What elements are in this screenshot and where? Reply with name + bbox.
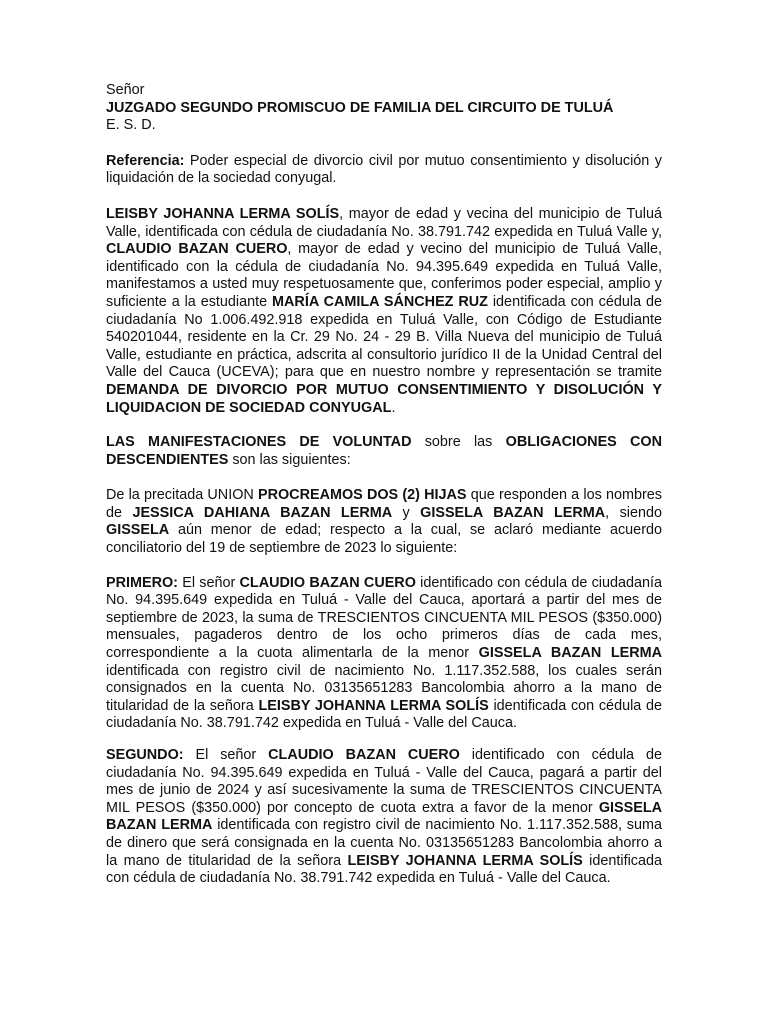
court-name <box>106 100 662 118</box>
spacer <box>106 733 662 747</box>
grantor-name-1: LEISBY JOHANNA LERMA SOLÍS <box>106 205 340 222</box>
second-clause-tail: identificada con cédula de ciudadanía No. 38.791.742 expedida en Tuluá - Valle del Cauca. <box>106 852 662 887</box>
spacer <box>106 135 662 153</box>
children-count: PROCREAMOS DOS (2) HIJAS <box>258 487 467 504</box>
first-clause-account: identificada con registro civil de nacimiento No. 1.117.352.588, los cuales serán consignados en la cuenta No. 03135651283 Bancolombia ahorro a la mano de titularidad de la señora <box>106 662 662 714</box>
court-name-text: JUZGADO SEGUNDO PROMISCUO DE FAMILIA DEL CIRCUITO DE TULUÁ <box>106 99 614 116</box>
salutation: Señor <box>106 82 145 98</box>
attorney-name: MARÍA CAMILA SÁNCHEZ RUZ <box>272 293 488 310</box>
second-clause-intro: El señor <box>183 747 269 763</box>
children-connector: que responden a los nombres de <box>106 487 662 521</box>
spacer <box>106 417 662 434</box>
second-clause-account: identificada con registro civil de nacimiento No. 1.117.352.588, suma de dinero que será consignada en la cuenta No. 03135651283 Bancolombia ahorro a la mano de titularidad de la señora <box>106 817 662 869</box>
first-clause-beneficiary: GISSELA BAZAN LERMA <box>478 645 662 662</box>
power-of-attorney-paragraph <box>106 206 662 417</box>
lawsuit-type: DEMANDA DE DIVORCIO POR MUTUO CONSENTIMIENTO Y DISOLUCIÓN Y LIQUIDACION DE SOCIEDAD CONYUGAL <box>106 381 662 416</box>
second-clause-payer: CLAUDIO BAZAN CUERO <box>268 747 460 763</box>
children-paragraph <box>106 487 662 557</box>
first-clause-terms: identificado con cédula de ciudadanía No. 94.395.649 expedida en Tuluá - Valle del Cauca, aportará a partir del mes de septiembre de 2023, la suma de TRESCIENTOS CINCUENTA MIL PESOS ($350.000) mensuales, pagaderos dentro de los ocho primeros días de cada mes, correspondiente a la cuota alimentarla de la menor <box>106 574 662 662</box>
first-clause-holder: LEISBY JOHANNA LERMA SOLÍS <box>258 697 489 714</box>
children-siendo: , siendo <box>605 504 662 521</box>
esd-line: E. S. D. <box>106 117 156 134</box>
document-page <box>106 82 662 888</box>
children-intro: De la precitada UNION <box>106 487 258 504</box>
obligations-heading: OBLIGACIONES CON DESCENDIENTES <box>106 434 663 468</box>
reference-label: Referencia: <box>106 152 185 169</box>
spacer <box>106 558 662 575</box>
second-clause-beneficiary: GISSELA BAZAN LERMA <box>106 799 662 834</box>
first-clause-payer: CLAUDIO BAZAN CUERO <box>239 574 416 591</box>
reference-paragraph <box>106 153 662 188</box>
second-clause-paragraph <box>106 747 662 888</box>
children-and: y <box>392 504 421 521</box>
minor-child-name: GISSELA <box>106 522 170 539</box>
first-clause-intro: El señor <box>177 574 240 591</box>
second-clause-holder: LEISBY JOHANNA LERMA SOLÍS <box>347 852 583 869</box>
manifestations-connector: sobre las <box>411 434 506 451</box>
second-clause-terms: identificado con cédula de ciudadanía No. 94.395.649 expedida en Tuluá - Valle del Cauca, pagará a partir del mes de junio de 2024 y así sucesivamente la suma de TRESCIENTOS CINCUENTA MIL PESOS ($350.000) por concepto de cuota extra a favor de la menor <box>106 747 662 816</box>
first-clause-paragraph <box>106 575 662 733</box>
first-clause-label: PRIMERO: <box>106 574 178 591</box>
attorney-details: identificada con cédula de ciudadanía No 1.006.492.918 expedida en Tuluá Valle, con Código de Estudiante 540201044, residente en la Cr. 29 No. 24 - 29 B. Villa Nueva del municipio de Tuluá Valle, estudiante en práctica, adscrita al consultorio jurídico II de la Unidad Central del Valle del Cauca (UCEVA); para que en nuestro nombre y representación se tramite <box>106 293 662 381</box>
spacer <box>106 469 662 487</box>
manifestations-tail: son las siguientes: <box>228 451 351 468</box>
grantor-2-details: , mayor de edad y vecino del municipio de Tuluá Valle, identificado con la cédula de ciudadanía No. 94.395.649 expedida en Tuluá Valle, manifestamos a usted muy respetuosamente que, conferimos poder especial, amplio y suficiente a la estudiante <box>106 241 662 310</box>
period: . <box>391 399 396 416</box>
children-tail: aún menor de edad; respecto a la cual, se aclaró mediante acuerdo conciliatorio del 19 de septiembre de 2023 lo siguiente: <box>106 522 662 557</box>
manifestations-heading: LAS MANIFESTACIONES DE VOLUNTAD <box>106 434 412 451</box>
reference-text: Poder especial de divorcio civil por mutuo consentimiento y disolución y liquidación de la sociedad conyugal. <box>106 152 662 187</box>
spacer <box>106 188 662 206</box>
child-name-2: GISSELA BAZAN LERMA <box>420 504 606 521</box>
second-clause-label: SEGUNDO: <box>106 747 184 763</box>
grantor-1-details: , mayor de edad y vecina del municipio de Tuluá Valle, identificada con cédula de ciudadanía No. 38.791.742 expedida en Tuluá Valle y, <box>106 205 662 240</box>
grantor-name-2: CLAUDIO BAZAN CUERO <box>106 241 288 258</box>
manifestations-paragraph <box>106 434 662 469</box>
child-name-1: JESSICA DAHIANA BAZAN LERMA <box>132 504 393 521</box>
first-clause-tail: identificada con cédula de ciudadanía No. 38.791.742 expedida en Tuluá - Valle del Cauca. <box>106 697 662 732</box>
